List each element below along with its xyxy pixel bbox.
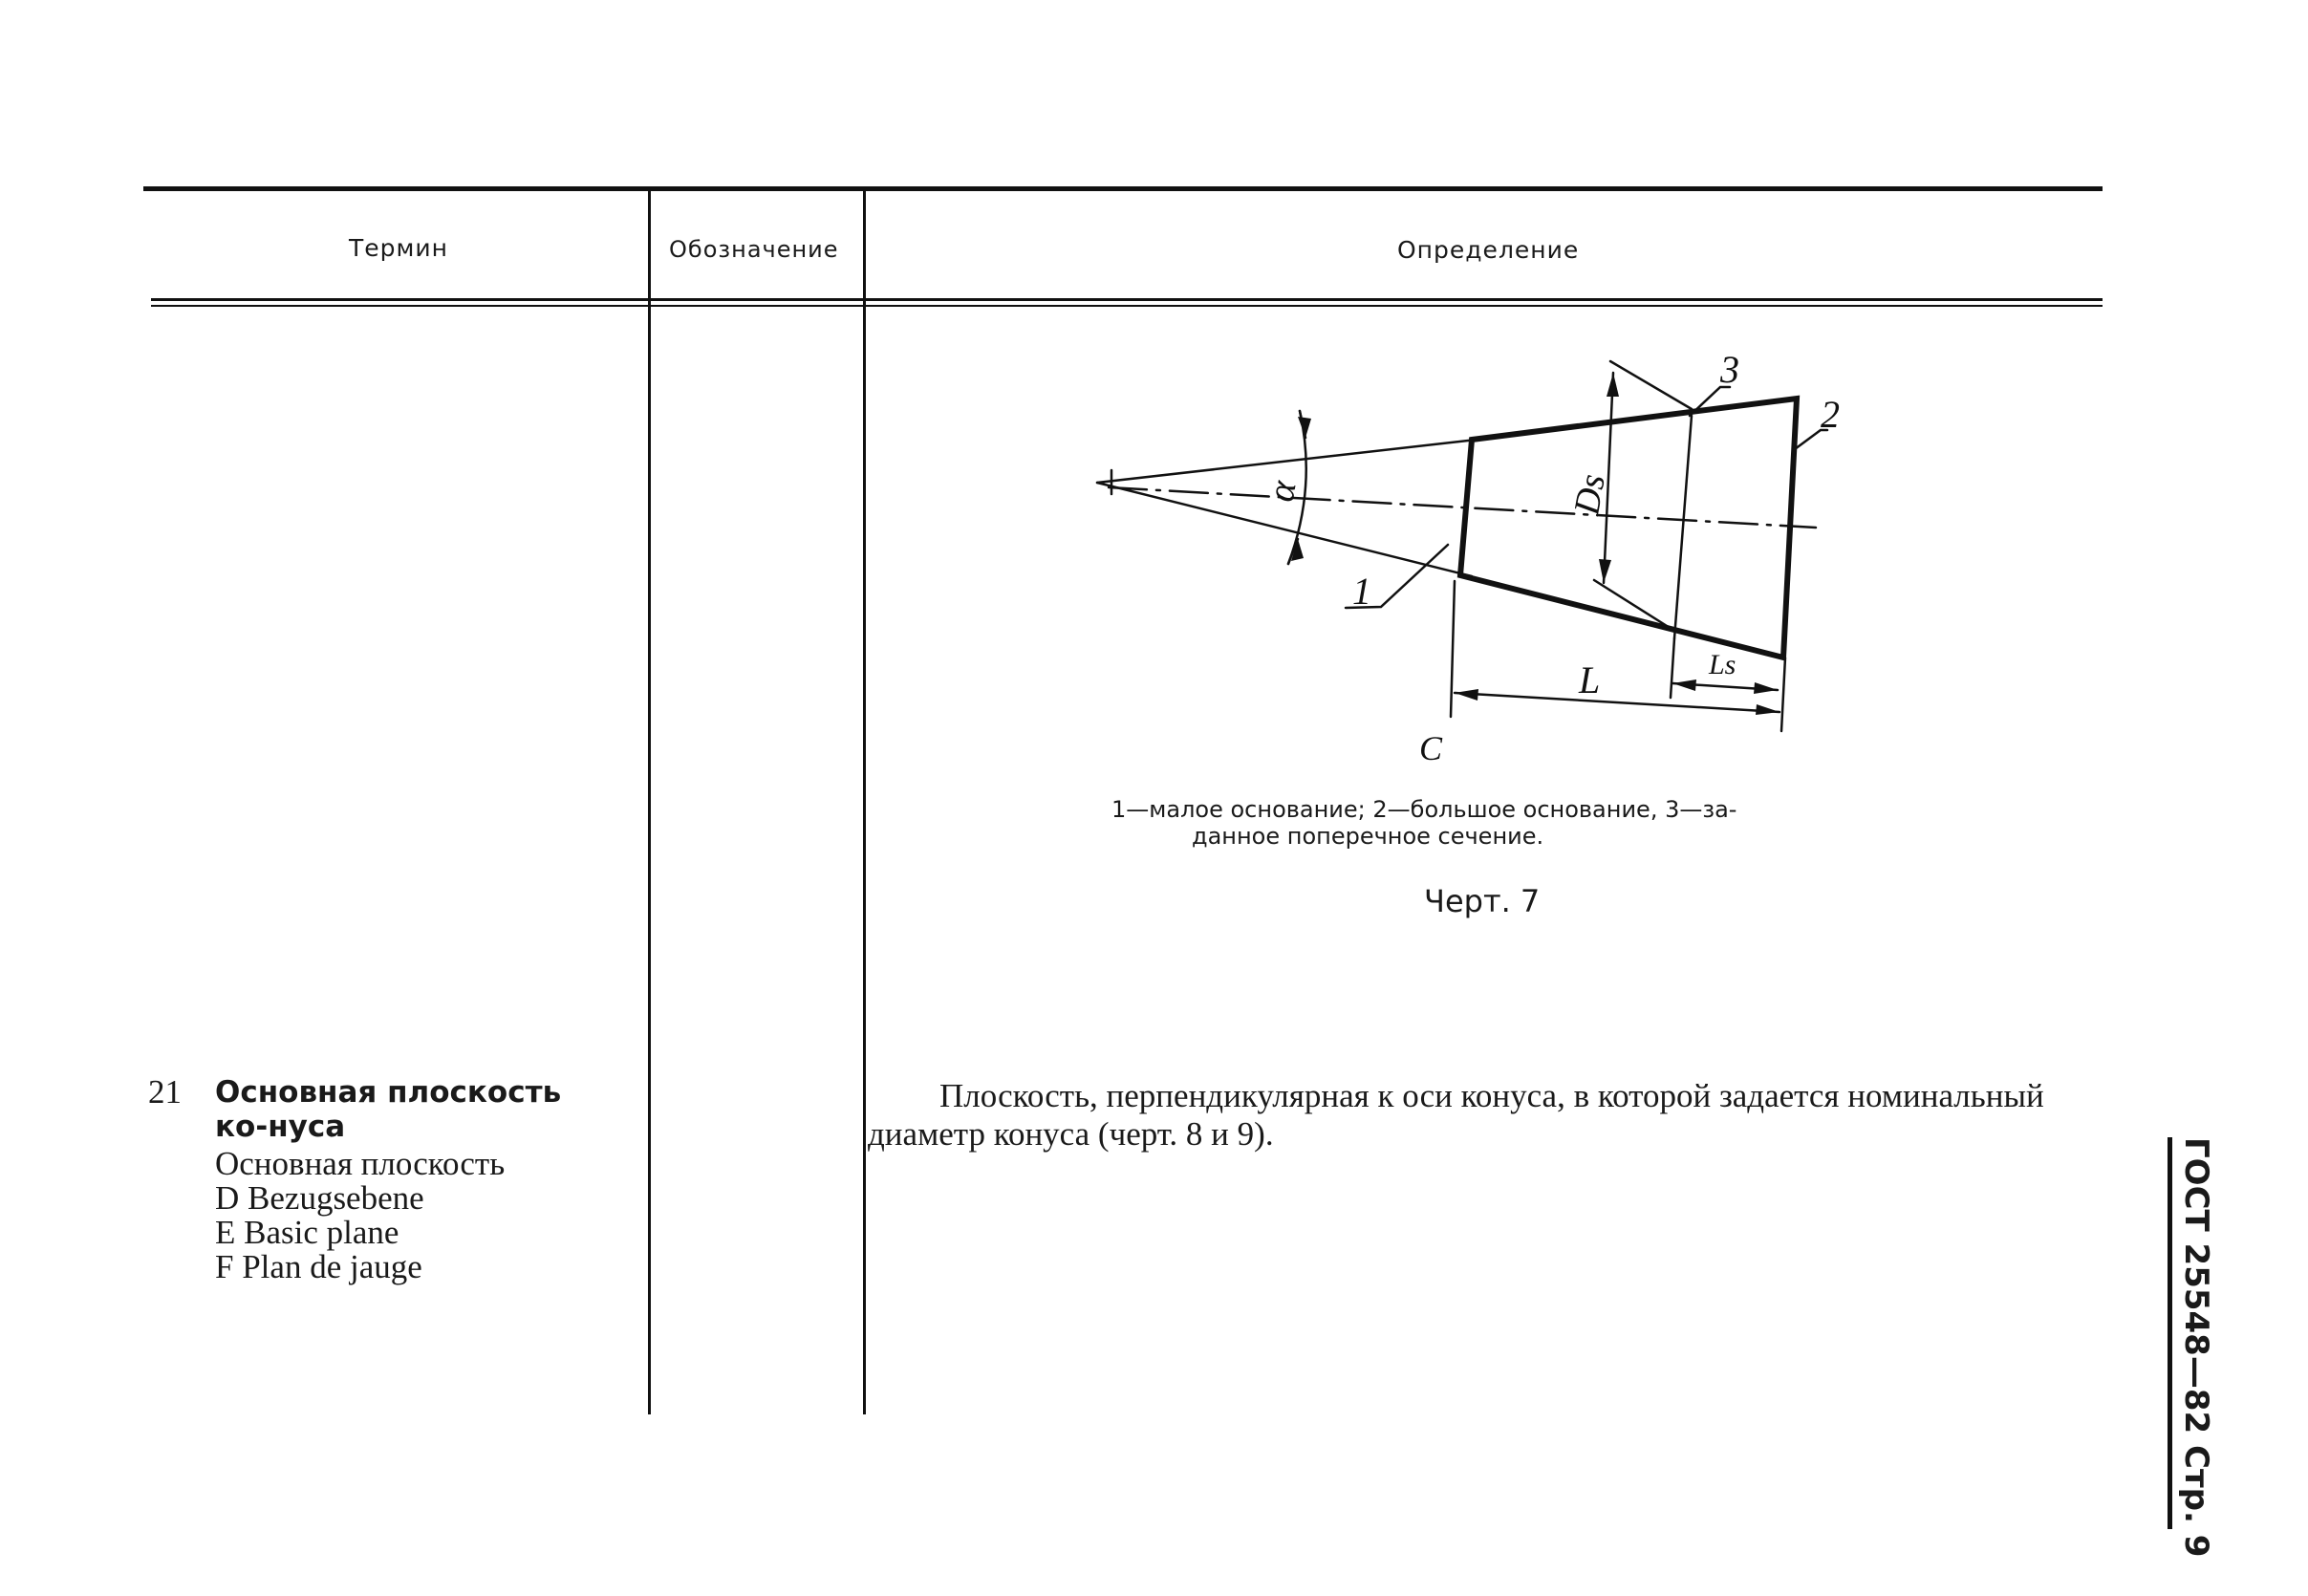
ds-arrow-bottom <box>1599 559 1611 583</box>
term-number: 21 <box>148 1073 182 1111</box>
label-c: C <box>1419 729 1443 767</box>
label-alpha: α <box>1258 477 1305 506</box>
term-german: D Bezugsebene <box>215 1179 424 1217</box>
label-3: 3 <box>1720 348 1739 391</box>
figure-caption-line-1: 1—малое основание; 2—большое основание, 3—за- <box>1111 796 1737 823</box>
header-definition: Определение <box>1397 236 1580 264</box>
label-ds: Ds <box>1566 470 1613 518</box>
label-1: 1 <box>1352 570 1371 613</box>
ls-arrow-left <box>1672 679 1696 691</box>
cone-frustum <box>1460 399 1797 658</box>
term-definition: Плоскость, перпендикулярная к оси конуса, в которой задается номинальный диаметр конуса (черт. 8 и 9). <box>868 1077 2044 1153</box>
ls-left-extension <box>1671 638 1674 698</box>
section3-lower-leader <box>1594 580 1674 631</box>
page-label-text: ГОСТ 25548—82 Стр. 9 <box>2177 1137 2215 1558</box>
l-arrow-left <box>1455 689 1478 701</box>
alpha-arrow-top <box>1298 417 1311 438</box>
term-bold: Основная плоскость ко-нуса <box>215 1075 562 1144</box>
ls-arrow-right <box>1754 682 1778 694</box>
figure-title: Черт. 7 <box>1424 883 1541 919</box>
header-designation: Обозначение <box>669 236 839 263</box>
page-label <box>2168 1137 2244 1558</box>
ds-arrow-top <box>1607 373 1619 397</box>
section3-line <box>1674 416 1692 638</box>
figure-caption-line-2: данное поперечное сечение. <box>1192 823 1544 850</box>
ds-extension-line <box>1610 361 1692 409</box>
label-2: 2 <box>1821 393 1840 436</box>
header-term: Термин <box>349 234 448 262</box>
l-dimension-line <box>1455 693 1780 712</box>
term-synonym: Основная плоскость <box>215 1145 506 1182</box>
page-label-bar <box>2168 1137 2172 1529</box>
label-l: L <box>1579 658 1601 701</box>
large-base-extension <box>1781 658 1785 731</box>
term-english: E Basic plane <box>215 1214 399 1251</box>
small-base-extension <box>1451 581 1455 717</box>
l-arrow-right <box>1756 704 1780 715</box>
label-ls: Ls <box>1709 649 1736 680</box>
term-french: F Plan de jauge <box>215 1248 422 1285</box>
cone-upper-generatrix <box>1097 440 1477 483</box>
